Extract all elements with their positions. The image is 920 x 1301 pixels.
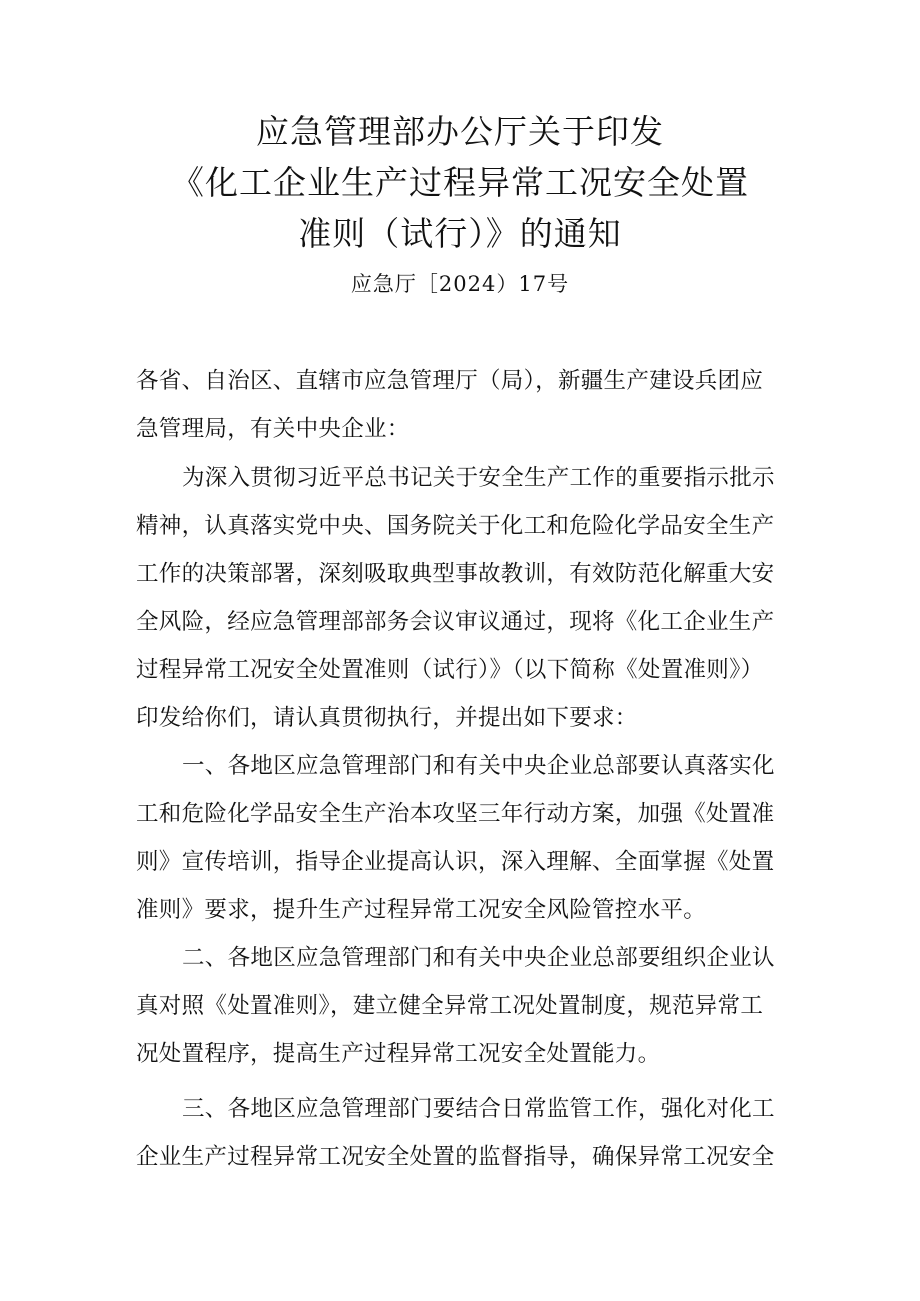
addressee-line-2: 急管理局，有关中央企业： <box>136 416 410 442</box>
document-number: 应急厅［2024）17号 <box>350 272 570 296</box>
item-2-line: 真对照《处置准则》，建立健全异常工况处置制度，规范异常工 <box>136 993 764 1019</box>
title-line-3: 准则（试行）》的通知 <box>298 214 622 253</box>
item-2-line: 况处置程序，提高生产过程异常工况安全处置能力。 <box>136 1041 661 1067</box>
item-1-line: 一、各地区应急管理部门和有关中央企业总部要认真落实化 <box>182 753 775 779</box>
intro-line: 工作的决策部署，深刻吸取典型事故教训，有效防范化解重大安 <box>136 561 775 587</box>
intro-line: 精神，认真落实党中央、国务院关于化工和危险化学品安全生产 <box>136 513 775 539</box>
item-1-line: 工和危险化学品安全生产治本攻坚三年行动方案，加强《处置准 <box>136 801 775 827</box>
item-1-line: 则》宣传培训，指导企业提高认识，深入理解、全面掌握《处置 <box>136 849 775 875</box>
intro-line: 过程异常工况安全处置准则（试行）》（以下简称《处置准则》） <box>136 657 764 683</box>
title-line-2: 《化工企业生产过程异常工况安全处置 <box>171 163 749 202</box>
intro-line: 为深入贯彻习近平总书记关于安全生产工作的重要指示批示 <box>182 465 775 491</box>
title-line-1: 应急管理部办公厅关于印发 <box>256 112 664 151</box>
item-3-line: 三、各地区应急管理部门要结合日常监管工作，强化对化工 <box>182 1096 775 1122</box>
intro-line: 印发给你们，请认真贯彻执行，并提出如下要求： <box>136 705 638 731</box>
item-1-line: 准则》要求，提升生产过程异常工况安全风险管控水平。 <box>136 897 707 923</box>
addressee-line-1: 各省、自治区、直辖市应急管理厅（局），新疆生产建设兵团应 <box>136 368 764 394</box>
intro-line: 全风险，经应急管理部部务会议审议通过，现将《化工企业生产 <box>136 609 775 635</box>
item-2-line: 二、各地区应急管理部门和有关中央企业总部要组织企业认 <box>182 945 775 971</box>
item-3-line: 企业生产过程异常工况安全处置的监督指导，确保异常工况安全 <box>136 1144 775 1170</box>
